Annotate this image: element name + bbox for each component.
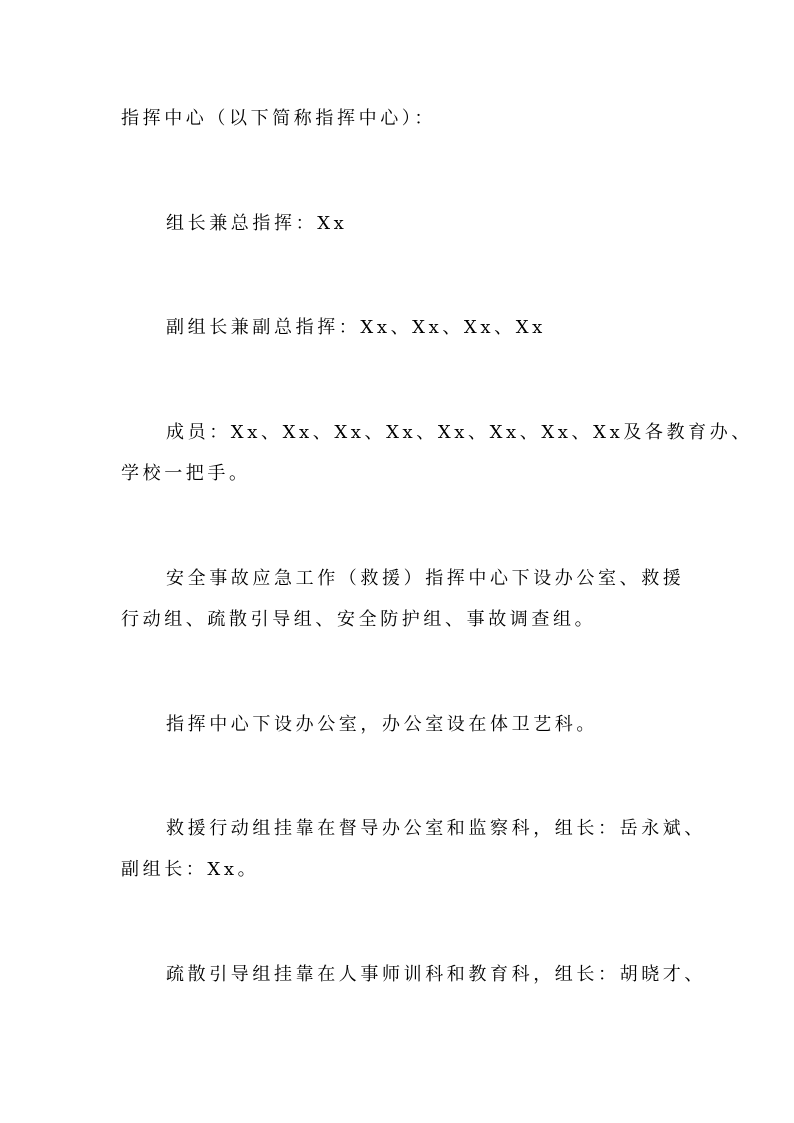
paragraph-line: 行动组、疏散引导组、安全防护组、事故调查组。 <box>121 609 597 630</box>
paragraph-line: 组长兼总指挥：Xx <box>166 213 348 234</box>
paragraph-line: 疏散引导组挂靠在人事师训科和教育科，组长：胡晓才、 <box>166 964 706 985</box>
paragraph-line: 学校一把手。 <box>121 463 251 484</box>
paragraph-line: 成员：Xx、Xx、Xx、Xx、Xx、Xx、Xx、Xx及各教育办、 <box>166 422 753 443</box>
paragraph-line: 指挥中心（以下简称指挥中心）： <box>121 108 436 129</box>
paragraph-line: 救援行动组挂靠在督导办公室和监察科，组长：岳永斌、 <box>166 818 706 839</box>
paragraph-line: 安全事故应急工作（救援）指挥中心下设办公室、救援 <box>166 568 685 589</box>
paragraph-line: 副组长：Xx。 <box>121 859 260 880</box>
paragraph-line: 副组长兼副总指挥：Xx、Xx、Xx、Xx <box>166 317 546 338</box>
paragraph-line: 指挥中心下设办公室，办公室设在体卫艺科。 <box>166 714 598 735</box>
